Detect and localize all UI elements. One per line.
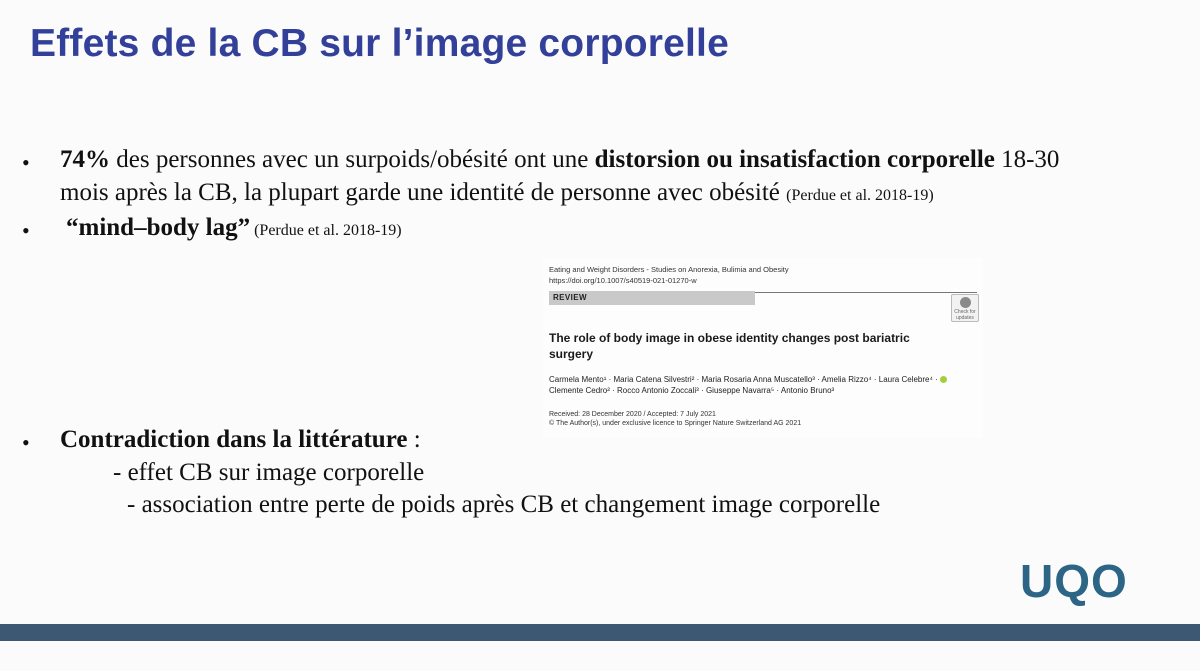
bullet-marker: • xyxy=(22,218,30,243)
orcid-icon xyxy=(940,376,947,383)
bullet-1-line-2-text: mois après la CB, la plupart garde une identité de personne avec obésité xyxy=(60,179,787,206)
authors-line-2: Clemente Cedro² · Rocco Antonio Zoccali³ · Giuseppe Navarra⁵ · Antonio Bruno³ xyxy=(549,386,835,395)
bullet-3-colon: : xyxy=(407,426,421,453)
article-screenshot xyxy=(543,258,983,438)
slide-title: Effets de la CB sur l’image corporelle xyxy=(30,22,729,65)
article-received-date: Received: 28 December 2020 / Accepted: 7 July 2021 xyxy=(549,411,716,418)
bullet-2-line xyxy=(66,214,402,242)
bullet-marker: • xyxy=(22,430,30,455)
check-updates-label: Check for updates xyxy=(954,309,976,321)
bullet-1-text-b: 18-30 xyxy=(994,146,1060,173)
bullet-2-quote: “mind–body lag” xyxy=(66,214,251,241)
article-title: The role of body image in obese identity changes post bariatric surgery xyxy=(549,331,910,361)
uqo-logo: UQO xyxy=(1020,555,1128,607)
bullet-1-bold-phrase: distorsion ou insatisfaction corporelle xyxy=(594,146,995,173)
article-copyright: © The Author(s), under exclusive licence to Springer Nature Switzerland AG 2021 xyxy=(549,420,802,427)
article-doi: https://doi.org/10.1007/s40519-021-01270-w xyxy=(549,276,697,285)
bullet-1-reference: (Perdue et al. 2018-19) xyxy=(786,187,934,204)
bullet-1-line-2 xyxy=(60,179,934,207)
bullet-1-text-a: des personnes avec un surpoids/obésité ont une xyxy=(110,146,595,173)
stat-percent: 74% xyxy=(60,146,110,173)
bullet-marker: • xyxy=(22,150,30,175)
check-for-updates-badge xyxy=(951,294,979,322)
sub-bullet-2: - association entre perte de poids après CB et changement image corporelle xyxy=(127,491,881,518)
check-updates-icon xyxy=(960,297,971,308)
article-journal: Eating and Weight Disorders - Studies on Anorexia, Bulimia and Obesity xyxy=(549,265,789,274)
authors-line-1: Carmela Mento¹ · Maria Catena Silvestri² · Maria Rosaria Anna Muscatello³ · Amelia Rizzo⁴ · Laura Celebre⁴ · xyxy=(549,375,938,384)
footer-bar xyxy=(0,624,1200,641)
bullet-1-line-1 xyxy=(60,146,1059,174)
bullet-3-bold: Contradiction dans la littérature xyxy=(60,426,408,453)
bullet-2-reference: (Perdue et al. 2018-19) xyxy=(250,222,402,239)
article-divider xyxy=(755,292,977,293)
article-authors xyxy=(549,374,969,396)
article-section-bar: REVIEW xyxy=(549,291,755,305)
bullet-3-line xyxy=(60,426,421,454)
sub-bullet-1: - effet CB sur image corporelle xyxy=(113,459,425,486)
